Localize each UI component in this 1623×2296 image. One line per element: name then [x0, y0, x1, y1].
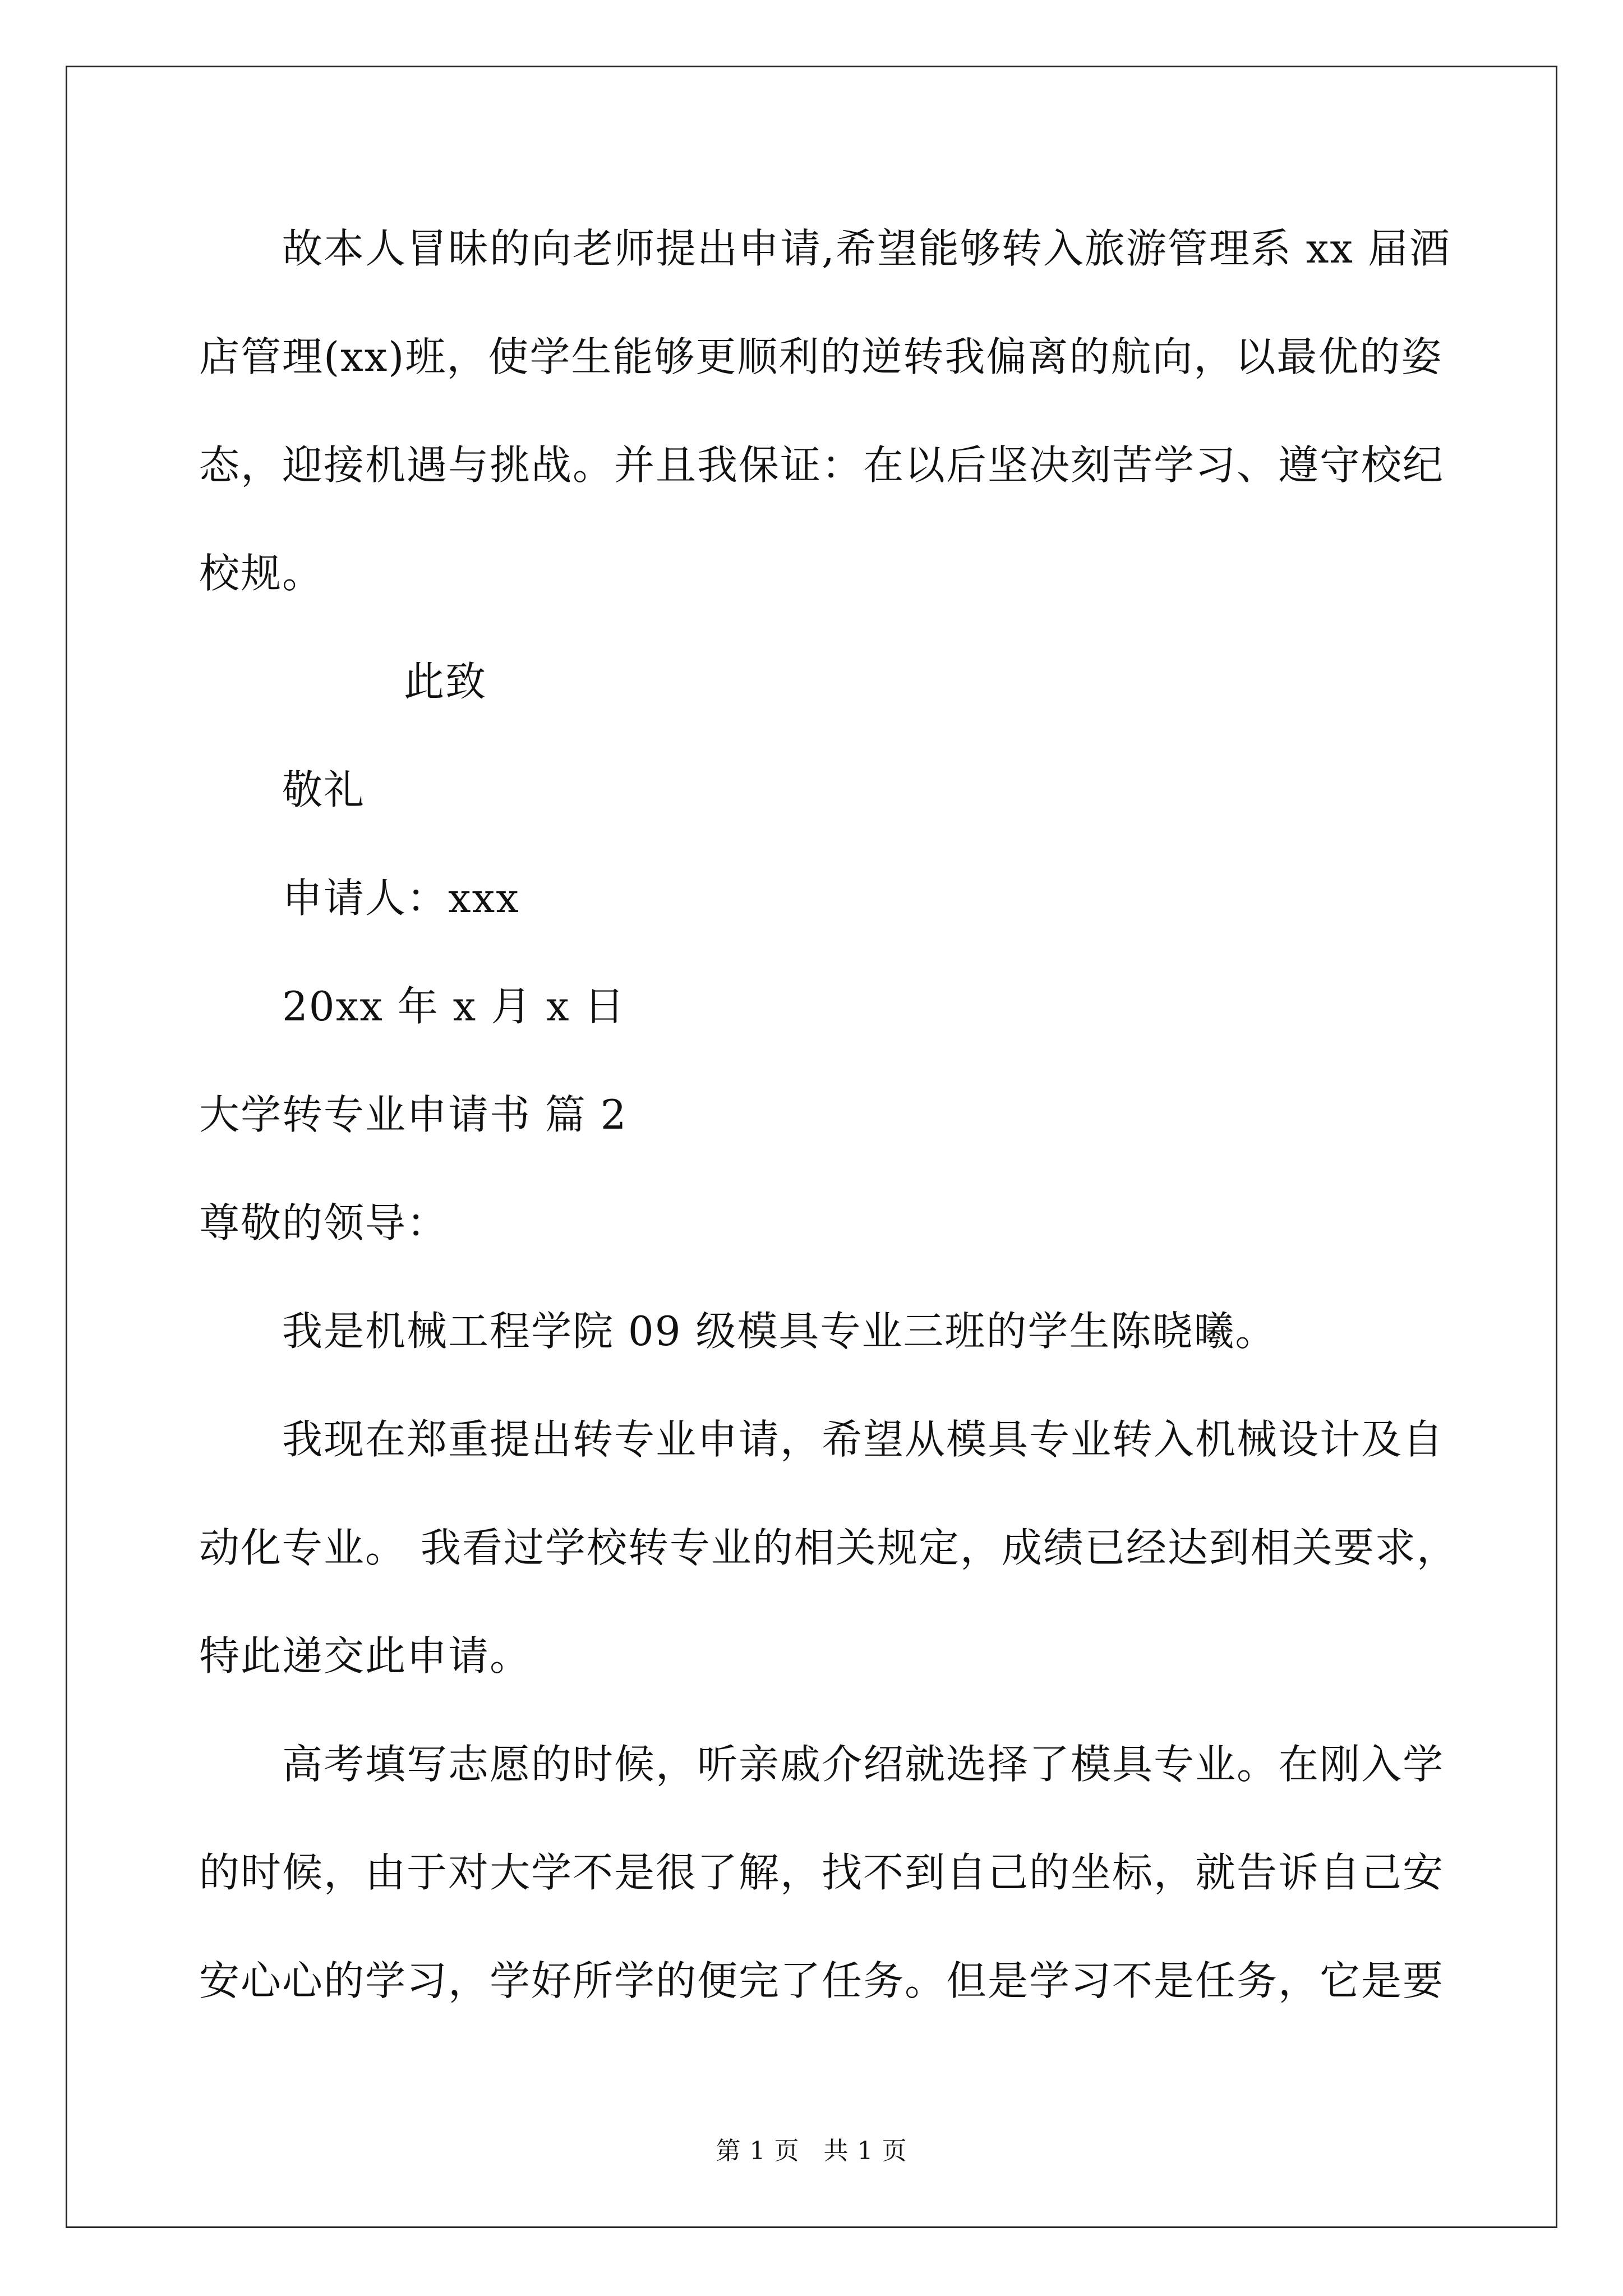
- page-border: [66, 66, 1557, 2228]
- paragraph-4-line-2: 的时候，由于对大学不是很了解，找不到自己的坐标，就告诉自己安: [199, 1849, 1445, 1896]
- paragraph-1-line-4: 校规。: [199, 550, 324, 597]
- paragraph-1-line-1: 故本人冒昧的向老师提出申请,希望能够转入旅游管理系 xx 届酒: [282, 225, 1451, 272]
- regards: 敬礼: [282, 766, 366, 813]
- paragraph-1-line-2: 店管理(xx)班，使学生能够更顺利的逆转我偏离的航向，以最优的姿: [199, 333, 1443, 380]
- paragraph-3-line-2: 动化专业。 我看过学校转专业的相关规定，成绩已经达到相关要求，: [199, 1524, 1458, 1571]
- greeting: 尊敬的领导：: [199, 1199, 449, 1246]
- page-footer: [0, 2134, 1623, 2168]
- page-total: 共 1 页: [823, 2137, 907, 2165]
- paragraph-1-line-3: 态，迎接机遇与挑战。并且我保证：在以后坚决刻苦学习、遵守校纪: [199, 441, 1445, 489]
- salutation: 此致: [404, 658, 487, 705]
- paragraph-4-line-3: 安心心的学习，学好所学的便完了任务。但是学习不是任务，它是要: [199, 1957, 1445, 2004]
- paragraph-3-line-3: 特此递交此申请。: [199, 1632, 532, 1680]
- paragraph-2: 我是机械工程学院 09 级模具专业三班的学生陈晓曦。: [282, 1308, 1277, 1355]
- date: 20xx 年 x 月 x 日: [282, 983, 626, 1030]
- section-title: 大学转专业申请书 篇 2: [199, 1091, 628, 1138]
- page-number: 第 1 页: [716, 2137, 800, 2165]
- applicant: 申请人：xxx: [282, 875, 520, 922]
- paragraph-4-line-1: 高考填写志愿的时候，听亲戚介绍就选择了模具专业。在刚入学: [282, 1741, 1445, 1788]
- paragraph-3-line-1: 我现在郑重提出转专业申请，希望从模具专业转入机械设计及自: [282, 1416, 1445, 1463]
